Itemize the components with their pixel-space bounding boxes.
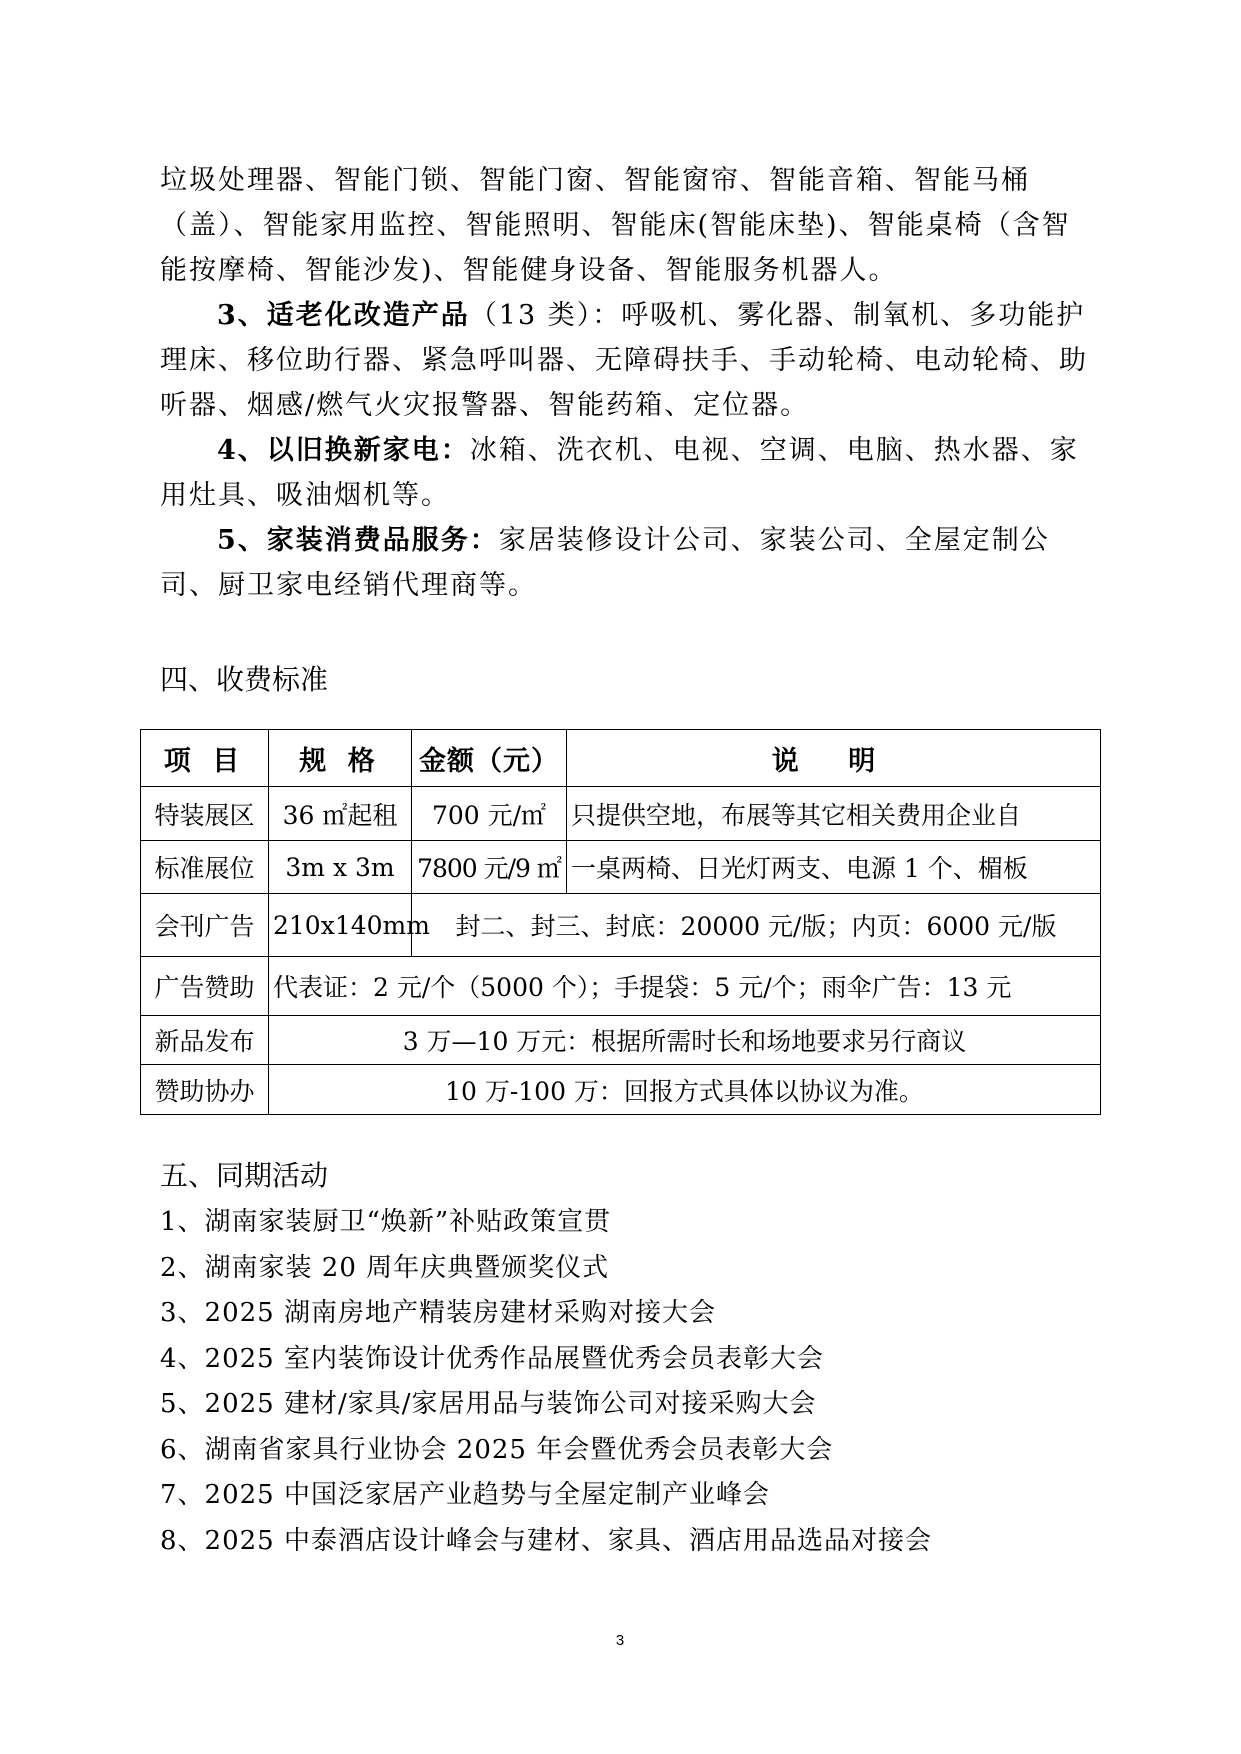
row-note: 一桌两椅、日光灯两支、电源 1 个、楣板	[567, 841, 1101, 894]
category-5-paragraph	[160, 518, 1090, 608]
category-3-lead: 3、适老化改造产品	[217, 300, 470, 331]
header-item: 项 目	[141, 730, 269, 787]
list-item: 3、2025 湖南房地产精装房建材采购对接大会	[160, 1298, 716, 1328]
activities-heading: 五、同期活动	[160, 1159, 329, 1192]
row-item: 广告赞助	[141, 957, 269, 1016]
category-3-paragraph	[160, 293, 1090, 428]
table-row	[141, 894, 1101, 957]
category-5-lead: 5、家装消费品服务：	[217, 525, 499, 556]
row-amount: 700 元/㎡	[412, 787, 567, 841]
header-amount: 金额（元）	[412, 730, 567, 787]
category-4-paragraph	[160, 428, 1090, 518]
category-3-text: （13 类）：呼吸机、雾化器、制氧机、多功能护理床、移位助行器、紧急呼叫器、无障碍扶手、手动轮椅、电动轮椅、助听器、烟感/燃气火灾报警器、智能药箱、定位器。	[160, 300, 1088, 421]
row-spec: 3m x 3m	[269, 841, 412, 894]
table-row	[141, 957, 1101, 1016]
row-item: 新品发布	[141, 1016, 269, 1065]
table-row	[141, 1016, 1101, 1065]
list-item: 1、湖南家装厨卫“焕新”补贴政策宣贯	[160, 1207, 612, 1237]
row-spec: 210x140mm	[269, 894, 412, 957]
row-item: 特装展区	[141, 787, 269, 841]
intro-text: 垃圾处理器、智能门锁、智能门窗、智能窗帘、智能音箱、智能马桶（盖）、智能家用监控、智能照明、智能床(智能床垫)、智能桌椅（含智能按摩椅、智能沙发)、智能健身设备、智能服务机器人。	[160, 165, 1071, 286]
row-detail: 封二、封三、封底：20000 元/版；内页：6000 元/版	[412, 894, 1101, 957]
row-detail: 3 万—10 万元：根据所需时长和场地要求另行商议	[269, 1016, 1101, 1065]
intro-paragraph	[160, 158, 1090, 293]
category-4-lead: 4、以旧换新家电：	[217, 435, 470, 466]
list-item: 8、2025 中泰酒店设计峰会与建材、家具、酒店用品选品对接会	[160, 1525, 932, 1556]
list-item: 6、湖南省家具行业协会 2025 年会暨优秀会员表彰大会	[160, 1434, 834, 1465]
activities-list	[160, 1200, 932, 1564]
row-spec: 36 ㎡起租	[269, 787, 412, 841]
fees-header-row	[141, 730, 1101, 787]
list-item: 7、2025 中国泛家居产业趋势与全屋定制产业峰会	[160, 1480, 770, 1510]
header-spec: 规 格	[269, 730, 412, 787]
fees-table	[140, 729, 1101, 1115]
row-note: 只提供空地，布展等其它相关费用企业自	[567, 787, 1101, 841]
row-item: 标准展位	[141, 841, 269, 894]
category-4-text: 冰箱、洗衣机、电视、空调、电脑、热水器、家用灶具、吸油烟机等。	[160, 435, 1079, 511]
list-item: 4、2025 室内装饰设计优秀作品展暨优秀会员表彰大会	[160, 1343, 824, 1374]
row-detail: 代表证：2 元/个（5000 个）；手提袋：5 元/个；雨伞广告：13 元	[269, 957, 1101, 1016]
fees-heading: 四、收费标准	[160, 663, 329, 696]
table-row	[141, 787, 1101, 841]
table-row	[141, 1065, 1101, 1115]
category-5-text: 家居装修设计公司、家装公司、全屋定制公司、厨卫家电经销代理商等。	[160, 525, 1050, 601]
header-note: 说 明	[567, 730, 1101, 787]
row-detail: 10 万-100 万：回报方式具体以协议为准。	[269, 1065, 1101, 1115]
table-row	[141, 841, 1101, 894]
row-item: 赞助协办	[141, 1065, 269, 1115]
page-number: 3	[615, 1632, 625, 1649]
list-item: 5、2025 建材/家具/家居用品与装饰公司对接采购大会	[160, 1389, 817, 1419]
row-amount: 7800 元/9 ㎡	[412, 841, 567, 894]
row-item: 会刊广告	[141, 894, 269, 957]
list-item: 2、湖南家装 20 周年庆典暨颁奖仪式	[160, 1252, 610, 1283]
